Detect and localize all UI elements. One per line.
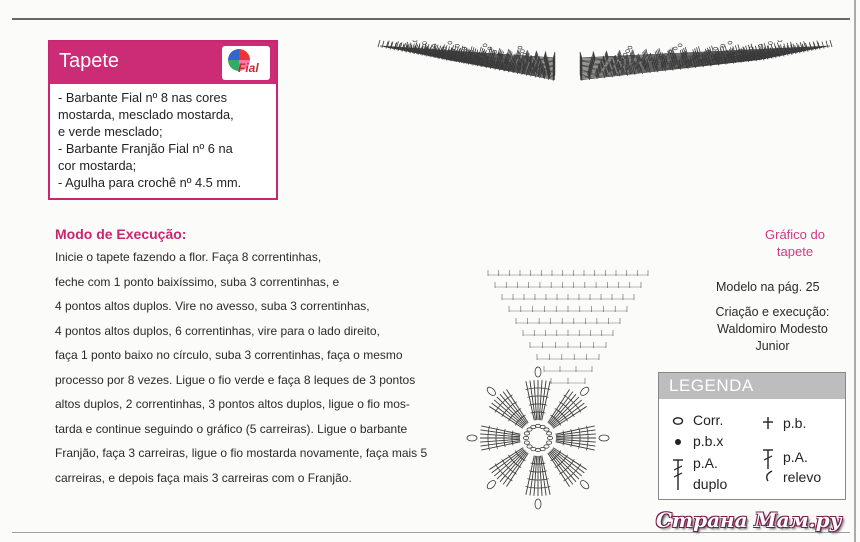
instruction-line: tarda e continue seguindo o gráfico (5 carreiras). Ligue o barbante [55,421,408,436]
flower-petal [548,386,591,429]
credit-line: Junior [755,339,790,353]
legend-relevo: relevo [783,469,822,485]
credit-line: Waldomiro Modesto [717,322,828,336]
legend-pb: p.b. [783,415,807,431]
legend-pa: p.A. [693,455,718,471]
slip-stitch-symbol-icon [671,436,685,448]
flower-petal [486,386,529,429]
chart-flower [467,367,609,509]
instruction-line: processo por 8 vezes. Ligue o fio verde e faça 8 leques de 3 pontos [55,372,416,387]
instruction-line: 4 pontos altos duplos, 6 correntinhas, vire para o lado direito, [55,323,380,338]
materials-title: Tapete [59,50,120,72]
top-rule [12,18,850,20]
watermark-logo: Страна Мам.ру [656,508,842,532]
flower-petal [526,456,551,509]
credit-line: Criação e execução: [715,305,830,319]
chart-caption [745,226,845,260]
fial-logo-text: Fial [238,61,259,75]
flower-petal [486,448,529,491]
instructions-title: Modo de Execução: [55,226,187,242]
chart-center-wedge [488,270,648,384]
instruction-line: 4 pontos altos duplos. Vire no avesso, suba 3 correntinhas, [55,299,370,313]
materials-header [50,42,276,84]
bottom-rule [12,532,850,533]
material-line: - Agulha para crochê nº 4.5 mm. [58,175,242,190]
relief-stitch-symbol-icon [761,447,775,487]
chain-symbol-icon [671,415,685,427]
right-edge [854,0,856,542]
instruction-line: faça 1 ponto baixo no círculo, suba 3 correntinhas, faça o mesmo [55,348,403,362]
chart-left-wing [378,40,648,384]
credit [690,304,855,355]
legend-box [658,372,846,500]
flower-center [523,424,552,451]
double-treble-symbol-icon [671,457,685,493]
single-crochet-symbol-icon [761,415,775,431]
model-page-ref: Modelo na pág. 25 [716,280,820,294]
material-line: - Barbante Fial nº 8 nas cores [58,90,227,105]
legend-title: LEGENDA [669,376,754,395]
legend-corr: Corr. [693,412,724,428]
material-line: mostarda, mesclado mostarda, [58,107,234,122]
instruction-line: feche com 1 ponto baixíssimo, suba 3 correntinhas, e [55,274,340,289]
material-line: e verde mesclado; [58,124,163,139]
legend-header [659,373,845,399]
flower-petal [526,367,551,420]
materials-box [48,40,278,200]
material-line: - Barbante Franjão Fial nº 6 na [58,141,233,156]
fial-logo [222,46,270,80]
flower-petal [548,448,591,491]
legend-pa-2: p.A. [783,449,808,465]
chart-caption-line: Gráfico do [765,227,825,242]
legend-pbx: p.b.x [693,433,724,449]
materials-list [58,89,241,191]
instruction-line: carreiras, e depois faça mais 3 carreiras com o Franjão. [55,470,352,485]
instruction-line: altos duplos, 2 correntinhas, 3 pontos altos duplos, ligue o fio mos- [55,397,410,411]
flower-petal [467,426,520,451]
instruction-line: Inicie o tapete fazendo a flor. Faça 8 correntinhas, [55,250,322,264]
chart-caption-line: tapete [776,244,814,259]
material-line: cor mostarda; [58,158,137,173]
instruction-line: Franjão, faça 3 carreiras, ligue o fio mostarda novamente, faça mais 5 [55,446,428,460]
legend-duplo: duplo [693,476,728,492]
flower-petal [556,426,609,451]
chart-right-wing [580,40,832,81]
